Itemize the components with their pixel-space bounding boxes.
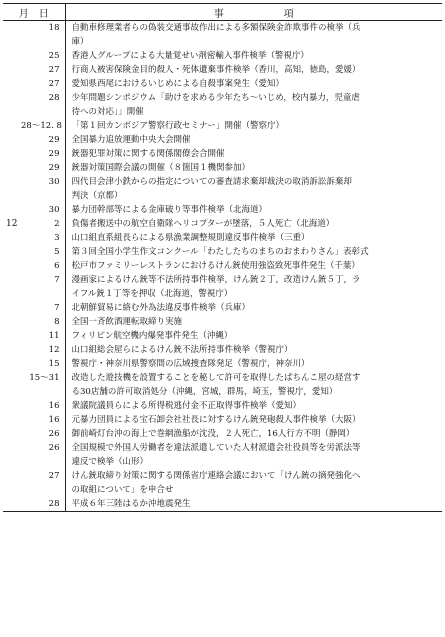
table-row (3, 91, 442, 119)
event-text: 第３回全国小学生作文コンクール「わたしたちのまちのおまわりさん」表彰式 (71, 247, 369, 257)
day-cell: 28 (21, 497, 65, 512)
day-cell: 5 (21, 245, 65, 259)
month-cell (3, 63, 21, 77)
month-cell (3, 21, 21, 50)
table-row (3, 413, 442, 427)
event-text: 北朝鮮貿易に絡む外為法違反事件検挙（兵庫） (71, 303, 251, 313)
event-text: 山口組総会屋らによるけん銃不法所持事件検挙（警視庁） (71, 345, 293, 355)
event-text: 自動車修理業者らの偽装交通事故作出による多額保険金詐欺事件の検挙（兵 (71, 23, 361, 33)
event-text: 全国一斉飲酒運転取締り実施 (71, 317, 183, 327)
day-cell: 16 (21, 399, 65, 413)
event-cell (65, 259, 442, 273)
table-row (3, 343, 442, 357)
day-cell: 12 (21, 343, 65, 357)
month-cell: 12 (6, 219, 18, 229)
event-text: イフル銃１丁等を押収（北海道，警視庁） (71, 289, 233, 299)
event-text: 平成６年三陸はるか沖地震発生 (71, 499, 191, 509)
event-text: 全国規模で外国人労働者を違法派遣していた人材派遣会社役員等を労派法等 (71, 443, 361, 453)
event-cell (65, 357, 442, 371)
event-text: 元暴力団員による宝石卸会社社長に対するけん銃発砲殺人事件検挙（大阪） (71, 415, 361, 425)
day-cell: 28～12. 8 (21, 119, 65, 133)
event-text: 銃器犯罪対策に関する関係閣僚会合開催 (71, 149, 225, 159)
month-cell (3, 91, 21, 119)
month-cell (3, 371, 21, 399)
table-row (3, 119, 442, 133)
event-cell (65, 497, 442, 512)
event-cell (65, 49, 442, 63)
event-text: フィリピン航空機内爆発事件発生（沖縄） (71, 331, 233, 341)
table-row (3, 315, 442, 329)
month-cell (3, 133, 21, 147)
table-row (3, 133, 442, 147)
event-text: 山口組直系組長らによる県漁業調整規則違反事件検挙（三重） (71, 233, 310, 243)
event-cell (65, 427, 442, 441)
month-cell (3, 147, 21, 161)
table-row (3, 245, 442, 259)
event-cell (65, 231, 442, 245)
day-cell: 6 (21, 259, 65, 273)
table-row (3, 161, 442, 175)
event-text: 庫） (71, 37, 89, 47)
month-cell (3, 175, 21, 203)
table-row (3, 175, 442, 203)
day-cell: 8 (21, 315, 65, 329)
day-cell: 28 (21, 91, 65, 119)
event-text: 御前崎灯台沖の海上で巻網漁船が沈没，２人死亡，16人行方不明（静岡） (71, 429, 355, 439)
event-cell (65, 91, 442, 119)
day-cell: 15～31 (21, 371, 65, 399)
month-cell (3, 413, 21, 427)
event-text: 漫画家によるけん銃等不法所持事件検挙，けん銃２丁，改造けん銃５丁，ラ (71, 275, 361, 285)
event-cell (65, 273, 442, 301)
event-header: 事項 (65, 4, 442, 21)
day-cell: 30 (21, 203, 65, 217)
day-cell: 16 (21, 413, 65, 427)
event-cell (65, 161, 442, 175)
month-cell (3, 203, 21, 217)
event-cell (65, 301, 442, 315)
month-cell (3, 427, 21, 441)
chronology-table (3, 3, 442, 512)
day-cell: 7 (21, 301, 65, 315)
event-text: けん銃取締り対策に関する関係省庁連絡会議において「けん銃の摘発強化へ (71, 471, 361, 481)
table-row (3, 441, 442, 469)
day-cell: 27 (21, 469, 65, 497)
table-row (3, 49, 442, 63)
month-day-header: 月 日 (3, 4, 65, 21)
day-cell: 29 (21, 147, 65, 161)
month-cell (3, 301, 21, 315)
event-cell (65, 203, 442, 217)
event-text: 全国暴力追放運動中央大会開催 (71, 135, 191, 145)
table-row (3, 231, 442, 245)
day-cell: 18 (21, 21, 65, 50)
event-text: 警視庁・神奈川県警察間の広域捜査隊発足（警視庁，神奈川） (71, 359, 310, 369)
month-cell (3, 357, 21, 371)
table-row (3, 399, 442, 413)
event-cell (65, 441, 442, 469)
table-row (3, 259, 442, 273)
event-text: の取組について」を申合せ (71, 485, 174, 495)
month-cell (3, 399, 21, 413)
table-row (3, 357, 442, 371)
table-row (3, 273, 442, 301)
event-cell (65, 175, 442, 203)
event-text: 「第１回カンボジア警察行政セミナー」開催（警察庁） (71, 121, 285, 131)
month-cell (3, 441, 21, 469)
day-cell: 26 (21, 427, 65, 441)
month-cell (3, 245, 21, 259)
chronology-rows (3, 21, 442, 512)
day-cell: 2 (21, 217, 65, 231)
event-text: 愛知県西尾におけるいじめによる自殺事案発生（愛知） (71, 79, 285, 89)
day-cell: 25 (21, 49, 65, 63)
month-cell (3, 469, 21, 497)
month-cell (3, 315, 21, 329)
event-cell (65, 119, 442, 133)
event-cell (65, 315, 442, 329)
table-row (3, 469, 442, 497)
day-cell: 26 (21, 441, 65, 469)
event-text: 銃器対策国際会議の開催（８箇国１機関参加） (71, 163, 251, 173)
event-text: 改造した遊技機を設置することを秘して許可を取得したぱちんこ屋の経営す (71, 373, 361, 383)
event-cell (65, 371, 442, 399)
month-cell (3, 49, 21, 63)
event-cell (65, 21, 442, 50)
event-text: 四代目会津小鉄からの指定についての審査請求棄却裁決の取消訴訟訴棄却 (71, 177, 352, 187)
table-row (3, 329, 442, 343)
month-cell (3, 343, 21, 357)
month-cell (3, 259, 21, 273)
event-text: 暴力団幹部等による金庫破り等事件検挙（北海道） (71, 205, 268, 215)
month-cell (3, 273, 21, 301)
month-cell (3, 161, 21, 175)
table-row (3, 371, 442, 399)
month-cell (3, 497, 21, 512)
event-cell (65, 217, 442, 231)
day-cell: 27 (21, 77, 65, 91)
table-row (3, 301, 442, 315)
event-text: 松戸市ファミリーレストランにおけるけん銃使用強盗致死事件発生（千葉） (71, 261, 360, 271)
day-cell: 7 (21, 273, 65, 301)
event-text: 行商人被害保険金目的殺人・死体遺棄事件検挙（香川，高知，徳島，愛媛） (71, 65, 361, 75)
event-text: 香港人グループによる大量覚せい剤密輸入事件検挙（警視庁） (71, 51, 309, 61)
month-cell (3, 231, 21, 245)
event-text: 負傷者搬送中の航空自衛隊ヘリコプターが墜落，５人死亡（北海道） (71, 219, 335, 229)
event-text: 衆議院議員らによる所得税逃付金不正取得事件検挙（愛知） (71, 401, 302, 411)
day-cell: 3 (21, 231, 65, 245)
event-cell (65, 399, 442, 413)
event-cell (65, 245, 442, 259)
event-cell (65, 63, 442, 77)
event-text: 違反で検挙（山形） (71, 457, 149, 467)
day-cell: 27 (21, 63, 65, 77)
event-cell (65, 329, 442, 343)
month-cell (3, 329, 21, 343)
table-row (3, 497, 442, 512)
table-row (3, 217, 442, 231)
table-header-row (3, 4, 442, 21)
event-cell (65, 77, 442, 91)
event-cell (65, 147, 442, 161)
month-cell (3, 119, 21, 133)
table-row (3, 147, 442, 161)
table-row (3, 427, 442, 441)
day-cell: 11 (21, 329, 65, 343)
event-text: 判決（京都） (71, 191, 123, 201)
event-text: 待への対応」」開催 (71, 107, 144, 117)
event-cell (65, 413, 442, 427)
event-cell (65, 343, 442, 357)
table-row (3, 77, 442, 91)
table-row (3, 63, 442, 77)
event-cell (65, 469, 442, 497)
event-text: る30店舗の許可取消処分（沖縄，宮城，群馬，埼玉，警視庁，愛知） (71, 387, 338, 397)
day-cell: 15 (21, 357, 65, 371)
table-row (3, 203, 442, 217)
month-cell (3, 77, 21, 91)
day-cell: 30 (21, 175, 65, 203)
day-cell: 29 (21, 161, 65, 175)
day-cell: 29 (21, 133, 65, 147)
event-cell (65, 133, 442, 147)
table-row (3, 21, 442, 50)
event-text: 少年問題シンポジウム「助けを求める少年たち～いじめ，校内暴力，児童虐 (71, 93, 360, 103)
